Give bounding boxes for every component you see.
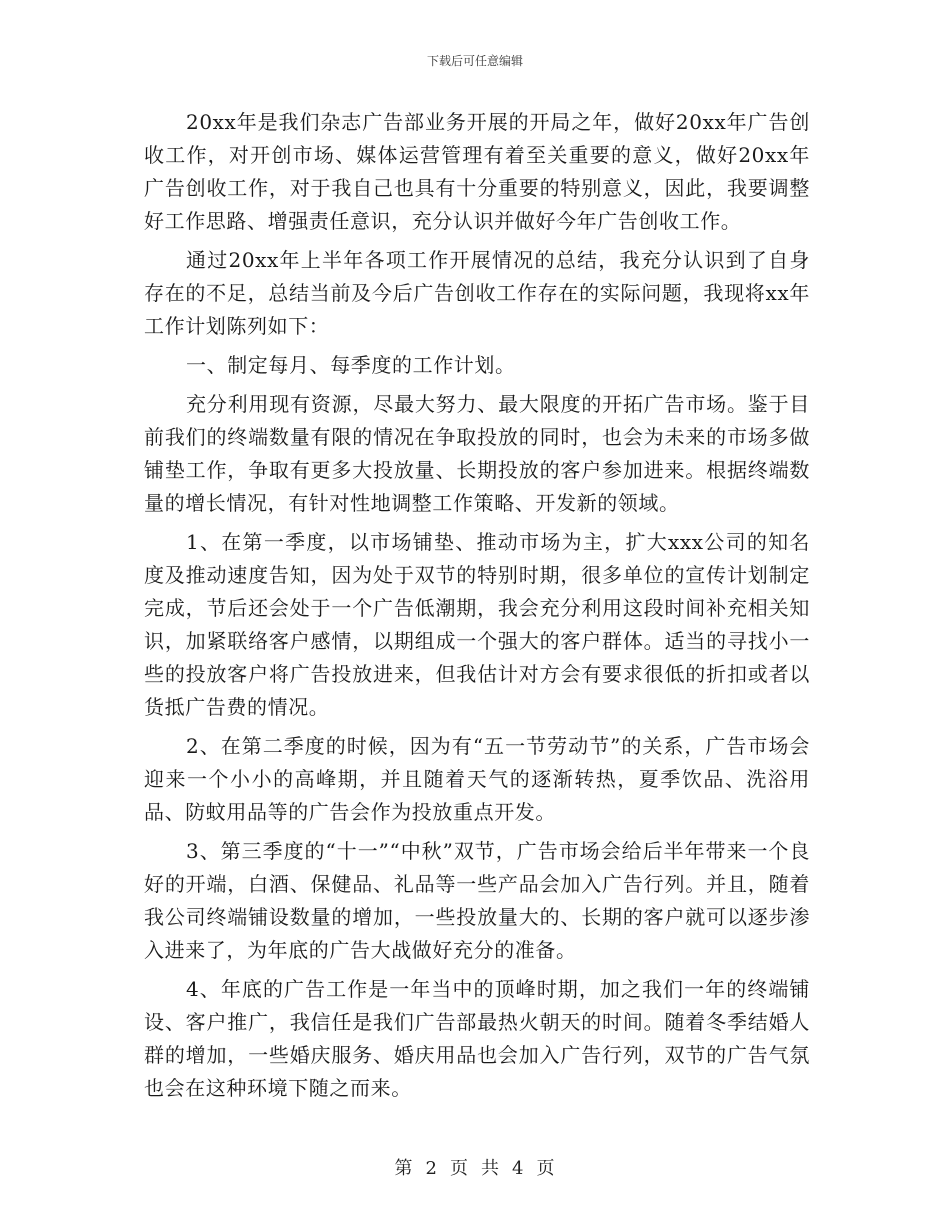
page-footer: [0, 1154, 950, 1180]
paragraph-resources: 充分利用现有资源，尽最大努力、最大限度的开拓广告市场。鉴于目前我们的终端数量有限的情况在争取投放的同时，也会为未来的市场多做铺垫工作，争取有更多大投放量、长期投放的客户参加进来。根据终端数量的增长情况，有针对性地调整工作策略、开发新的领域。: [144, 392, 810, 515]
footer-total-pages: 4: [512, 1158, 525, 1179]
paragraph-intro: 20xx年是我们杂志广告部业务开展的开局之年，做好20xx年广告创收工作，对开创市场、媒体运营管理有着至关重要的意义，做好20xx年广告创收工作，对于我自己也具有十分重要的特别意义，因此，我要调整好工作思路、增强责任意识，充分认识并做好今年广告创收工作。: [144, 110, 810, 233]
paragraph-summary: 通过20xx年上半年各项工作开展情况的总结，我充分认识到了自身存在的不足，总结当前及今后广告创收工作存在的实际问题，我现将xx年工作计划陈列如下：: [144, 248, 810, 338]
paragraph-q1: 1、在第一季度，以市场铺垫、推动市场为主，扩大xxx公司的知名度及推动速度告知，因为处于双节的特别时期，很多单位的宣传计划制定完成，节后还会处于一个广告低潮期，我会充分利用这段时间补充相关知识，加紧联络客户感情，以期组成一个强大的客户群体。适当的寻找小一些的投放客户将广告投放进来，但我估计对方会有要求很低的折扣或者以货抵广告费的情况。: [144, 530, 810, 719]
footer-total-word: 共: [481, 1158, 500, 1179]
footer-page-word: 页: [450, 1158, 469, 1179]
footer-current-page: 2: [425, 1158, 438, 1179]
section-heading-1: 一、制定每月、每季度的工作计划。: [186, 353, 516, 377]
footer-prefix: 第: [394, 1158, 414, 1179]
header-note: 下载后可任意编辑: [426, 54, 523, 68]
paragraph-q2: 2、在第二季度的时候，因为有“五一节劳动节”的关系，广告市场会迎来一个小小的高峰期，并且随着天气的逐渐转热，夏季饮品、洗浴用品、防蚊用品等的广告会作为投放重点开发。: [144, 734, 810, 824]
document-body: [144, 106, 810, 1111]
footer-suffix: 页: [536, 1158, 556, 1179]
paragraph-q3: 3、第三季度的“十一”“中秋”双节，广告市场会给后半年带来一个良好的开端，白酒、保健品、礼品等一些产品会加入广告行列。并且，随着我公司终端铺设数量的增加，一些投放量大的、长期的客户就可以逐步渗入进来了，为年底的广告大战做好充分的准备。: [144, 839, 810, 962]
paragraph-q4: 4、年底的广告工作是一年当中的顶峰时期，加之我们一年的终端铺设、客户推广，我信任是我们广告部最热火朝天的时间。随着冬季结婚人群的增加，一些婚庆服务、婚庆用品也会加入广告行列，双节的广告气氛也会在这种环境下随之而来。: [144, 977, 810, 1100]
